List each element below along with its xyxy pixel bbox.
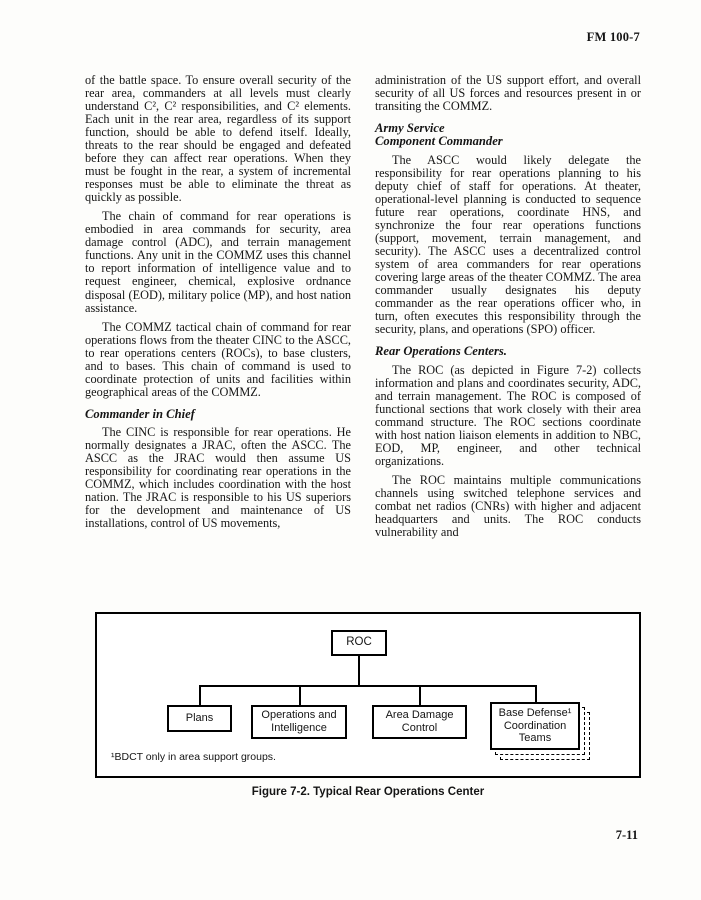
paragraph: The ASCC would likely delegate the responsibility for rear operations planning to his deputy chief of staff for operations. At theater, operational-level planning is conducted to sequence future rear operations, coordinate HNS, and synchronize the four rear operations functions (support, movement, terrain management, and security). The ASCC uses a decentralized control system of area commanders for rear operations covering large areas of the theater COMMZ. The area commander usually designates his deputy commander as the rear operations officer who, in turn, often executes this responsibility through the security, plans, and operations (SPO) officer.: [375, 152, 641, 337]
org-box-roc: ROC: [331, 630, 387, 656]
paragraph: The chain of command for rear operations is embodied in area commands for security, area damage control (ADC), and terrain management functions. Any unit in the COMMZ uses this channel to report information of intelligence value and to request engineer, chemical, explosive ordnance disposal (EOD), military police (MP), and host nation assistance.: [85, 209, 351, 315]
heading-line: Component Commander: [375, 134, 503, 149]
connector-line: [419, 685, 421, 705]
org-box-base-defense-coordination-teams: Base Defense¹ Coordination Teams: [490, 702, 580, 750]
org-box-area-damage-control: Area Damage Control: [372, 705, 467, 739]
right-column: [375, 74, 641, 545]
figure-7-2-org-chart: [95, 612, 641, 778]
connector-line: [199, 685, 201, 705]
figure-caption: Figure 7-2. Typical Rear Operations Center: [251, 786, 485, 798]
section-heading-army-service-component-commander: [375, 122, 641, 149]
paragraph: administration of the US support effort, and overall security of all US forces and resources present in or transiting the COMMZ.: [375, 73, 641, 114]
body-text: [85, 74, 641, 545]
connector-line: [358, 656, 360, 685]
org-box-operations-and-intelligence: Operations and Intelligence: [251, 705, 347, 739]
page-number: 7-11: [615, 828, 638, 842]
section-heading-commander-in-chief: Commander in Chief: [85, 406, 195, 421]
figure-footnote: ¹BDCT only in area support groups.: [111, 751, 276, 763]
org-box-plans: Plans: [167, 705, 232, 732]
section-heading-rear-operations-centers: Rear Operations Centers.: [375, 344, 507, 359]
paragraph: The COMMZ tactical chain of command for rear operations flows from the theater CINC to the ASCC, to rear operations centers (ROCs), to base clusters, and to bases. This chain of command is used to coordinate protection of units and facilities within geographical areas of the COMMZ.: [85, 319, 351, 399]
paragraph: The ROC maintains multiple communications channels using switched telephone services and combat net radios (CNRs) with higher and adjacent headquarters and units. The ROC conducts vulnerability and: [375, 472, 641, 539]
paragraph: The ROC (as depicted in Figure 7-2) collects information and plans and coordinates security, ADC, and terrain management. The ROC is composed of functional sections that work closely with their area command structure. The ROC sections coordinate with host nation liaison elements in addition to NBC, EOD, MP, engineer, and other technical organizations.: [375, 362, 641, 468]
paragraph: of the battle space. To ensure overall security of the rear area, commanders at all levels must clearly understand C², C² responsibilities, and C² elements. Each unit in the rear area, regardless of its support function, should be able to defend itself. Ideally, threats to the rear should be engaged and defeated before they can affect rear operations. When they must be fought in the rear, a system of incremental responses must be able to eliminate the threat as quickly as possible.: [85, 73, 351, 205]
connector-line: [199, 685, 537, 687]
document-code: FM 100-7: [586, 30, 640, 44]
org-box-base-defense-stack: [490, 702, 580, 750]
heading-line: Army Service: [375, 121, 445, 136]
connector-line: [299, 685, 301, 705]
paragraph: The CINC is responsible for rear operations. He normally designates a JRAC, often the ASCC. The ASCC as the JRAC would then assume US responsibility for coordinating rear operations in the COMMZ, which includes coordination with the host nation. The JRAC is responsible to his US superiors for the development and maintenance of US installations, control of US movements,: [85, 425, 351, 531]
left-column: [85, 74, 351, 545]
